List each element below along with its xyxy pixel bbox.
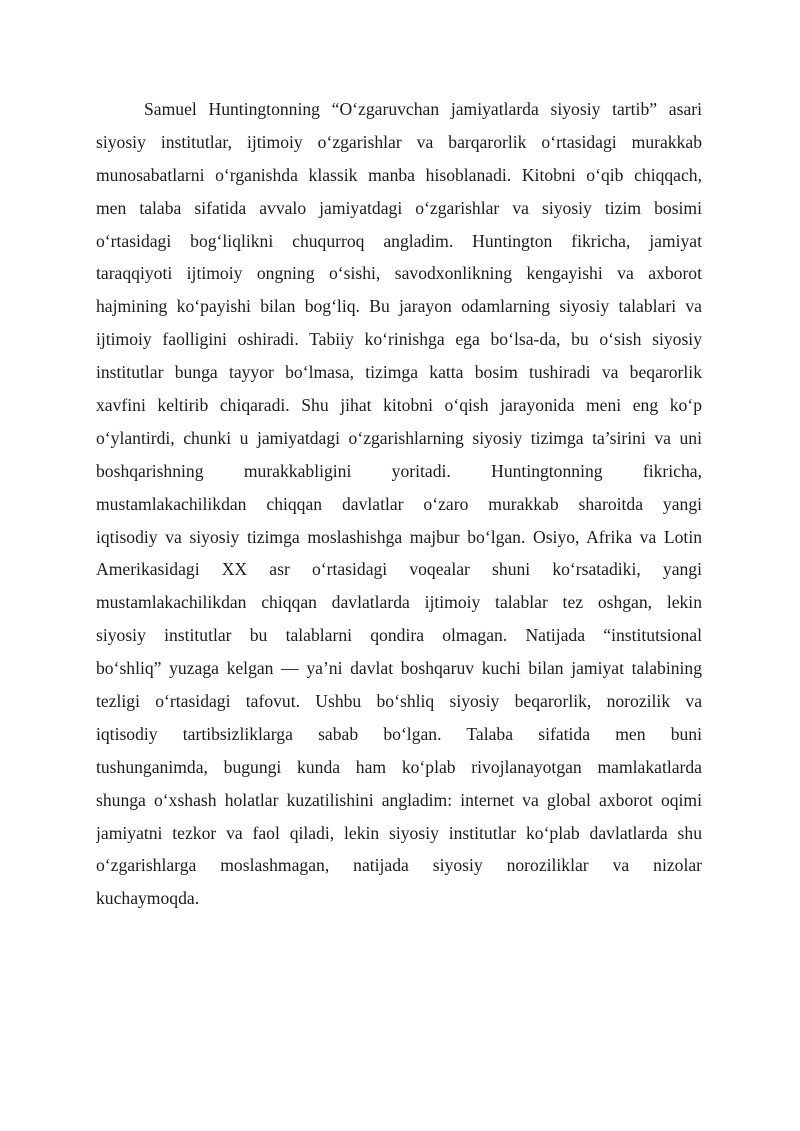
paragraph-line: o‘zgarishlarga moslashmagan, natijada siyosiy noroziliklar va nizolar [96,855,702,876]
paragraph-line: xavfini keltirib chiqaradi. Shu jihat kitobni o‘qish jarayonida meni eng ko‘p [96,395,702,416]
paragraph-line: siyosiy institutlar, ijtimoiy o‘zgarishlar va barqarorlik o‘rtasidagi murakkab [96,131,702,152]
paragraph-line: siyosiy institutlar bu talablarni qondira olmagan. Natijada “institutsional [96,625,702,646]
paragraph-line: boshqarishning murakkabligini yoritadi. Huntingtonning fikricha, [96,460,702,481]
paragraph-line: tushunganimda, bugungi kunda ham ko‘plab rivojlanayotgan mamlakatlarda [96,756,702,777]
paragraph-line: jamiyatni tezkor va faol qiladi, lekin siyosiy institutlar ko‘plab davlatlarda shu [96,822,702,843]
paragraph-line: ijtimoiy faolligini oshiradi. Tabiiy ko‘rinishga ega bo‘lsa-da, bu o‘sish siyosiy [96,329,702,350]
paragraph-line: mustamlakachilikdan chiqqan davlatlarda ijtimoiy talablar tez oshgan, lekin [96,592,702,613]
paragraph-line: o‘ylantirdi, chunki u jamiyatdagi o‘zgarishlarning siyosiy tizimga ta’sirini va uni [96,427,702,448]
paragraph-line: men talaba sifatida avvalo jamiyatdagi o‘zgarishlar va siyosiy tizim bosimi [96,197,702,218]
paragraph-line: Samuel Huntingtonning “O‘zgaruvchan jamiyatlarda siyosiy tartib” asari [144,99,702,119]
paragraph-line: tezligi o‘rtasidagi tafovut. Ushbu bo‘shliq siyosiy beqarorlik, norozilik va [96,691,702,712]
paragraph-line: iqtisodiy tartibsizliklarga sabab bo‘lgan. Talaba sifatida men buni [96,723,702,744]
paragraph-line: bo‘shliq” yuzaga kelgan — ya’ni davlat boshqaruv kuchi bilan jamiyat talabining [96,658,702,679]
paragraph-line: institutlar bunga tayyor bo‘lmasa, tizimga katta bosim tushiradi va beqarorlik [96,362,702,383]
paragraph-line: munosabatlarni o‘rganishda klassik manba hisoblanadi. Kitobni o‘qib chiqqach, [96,164,702,185]
paragraph-line: mustamlakachilikdan chiqqan davlatlar o‘zaro murakkab sharoitda yangi [96,493,702,514]
paragraph-line: taraqqiyoti ijtimoiy ongning o‘sishi, savodxonlikning kengayishi va axborot [96,263,702,284]
paragraph-line: Amerikasidagi XX asr o‘rtasidagi voqealar shuni ko‘rsatadiki, yangi [96,559,702,580]
paragraph-line: iqtisodiy va siyosiy tizimga moslashishga majbur bo‘lgan. Osiyo, Afrika va Lotin [96,526,702,547]
essay-paragraph [96,93,702,915]
paragraph-line: kuchaymoqda. [96,888,200,909]
paragraph-line: o‘rtasidagi bog‘liqlikni chuqurroq angladim. Huntington fikricha, jamiyat [96,230,702,251]
paragraph-line: shunga o‘xshash holatlar kuzatilishini angladim: internet va global axborot oqimi [96,789,702,810]
paragraph-line: hajmining ko‘payishi bilan bog‘liq. Bu jarayon odamlarning siyosiy talablari va [96,296,702,317]
